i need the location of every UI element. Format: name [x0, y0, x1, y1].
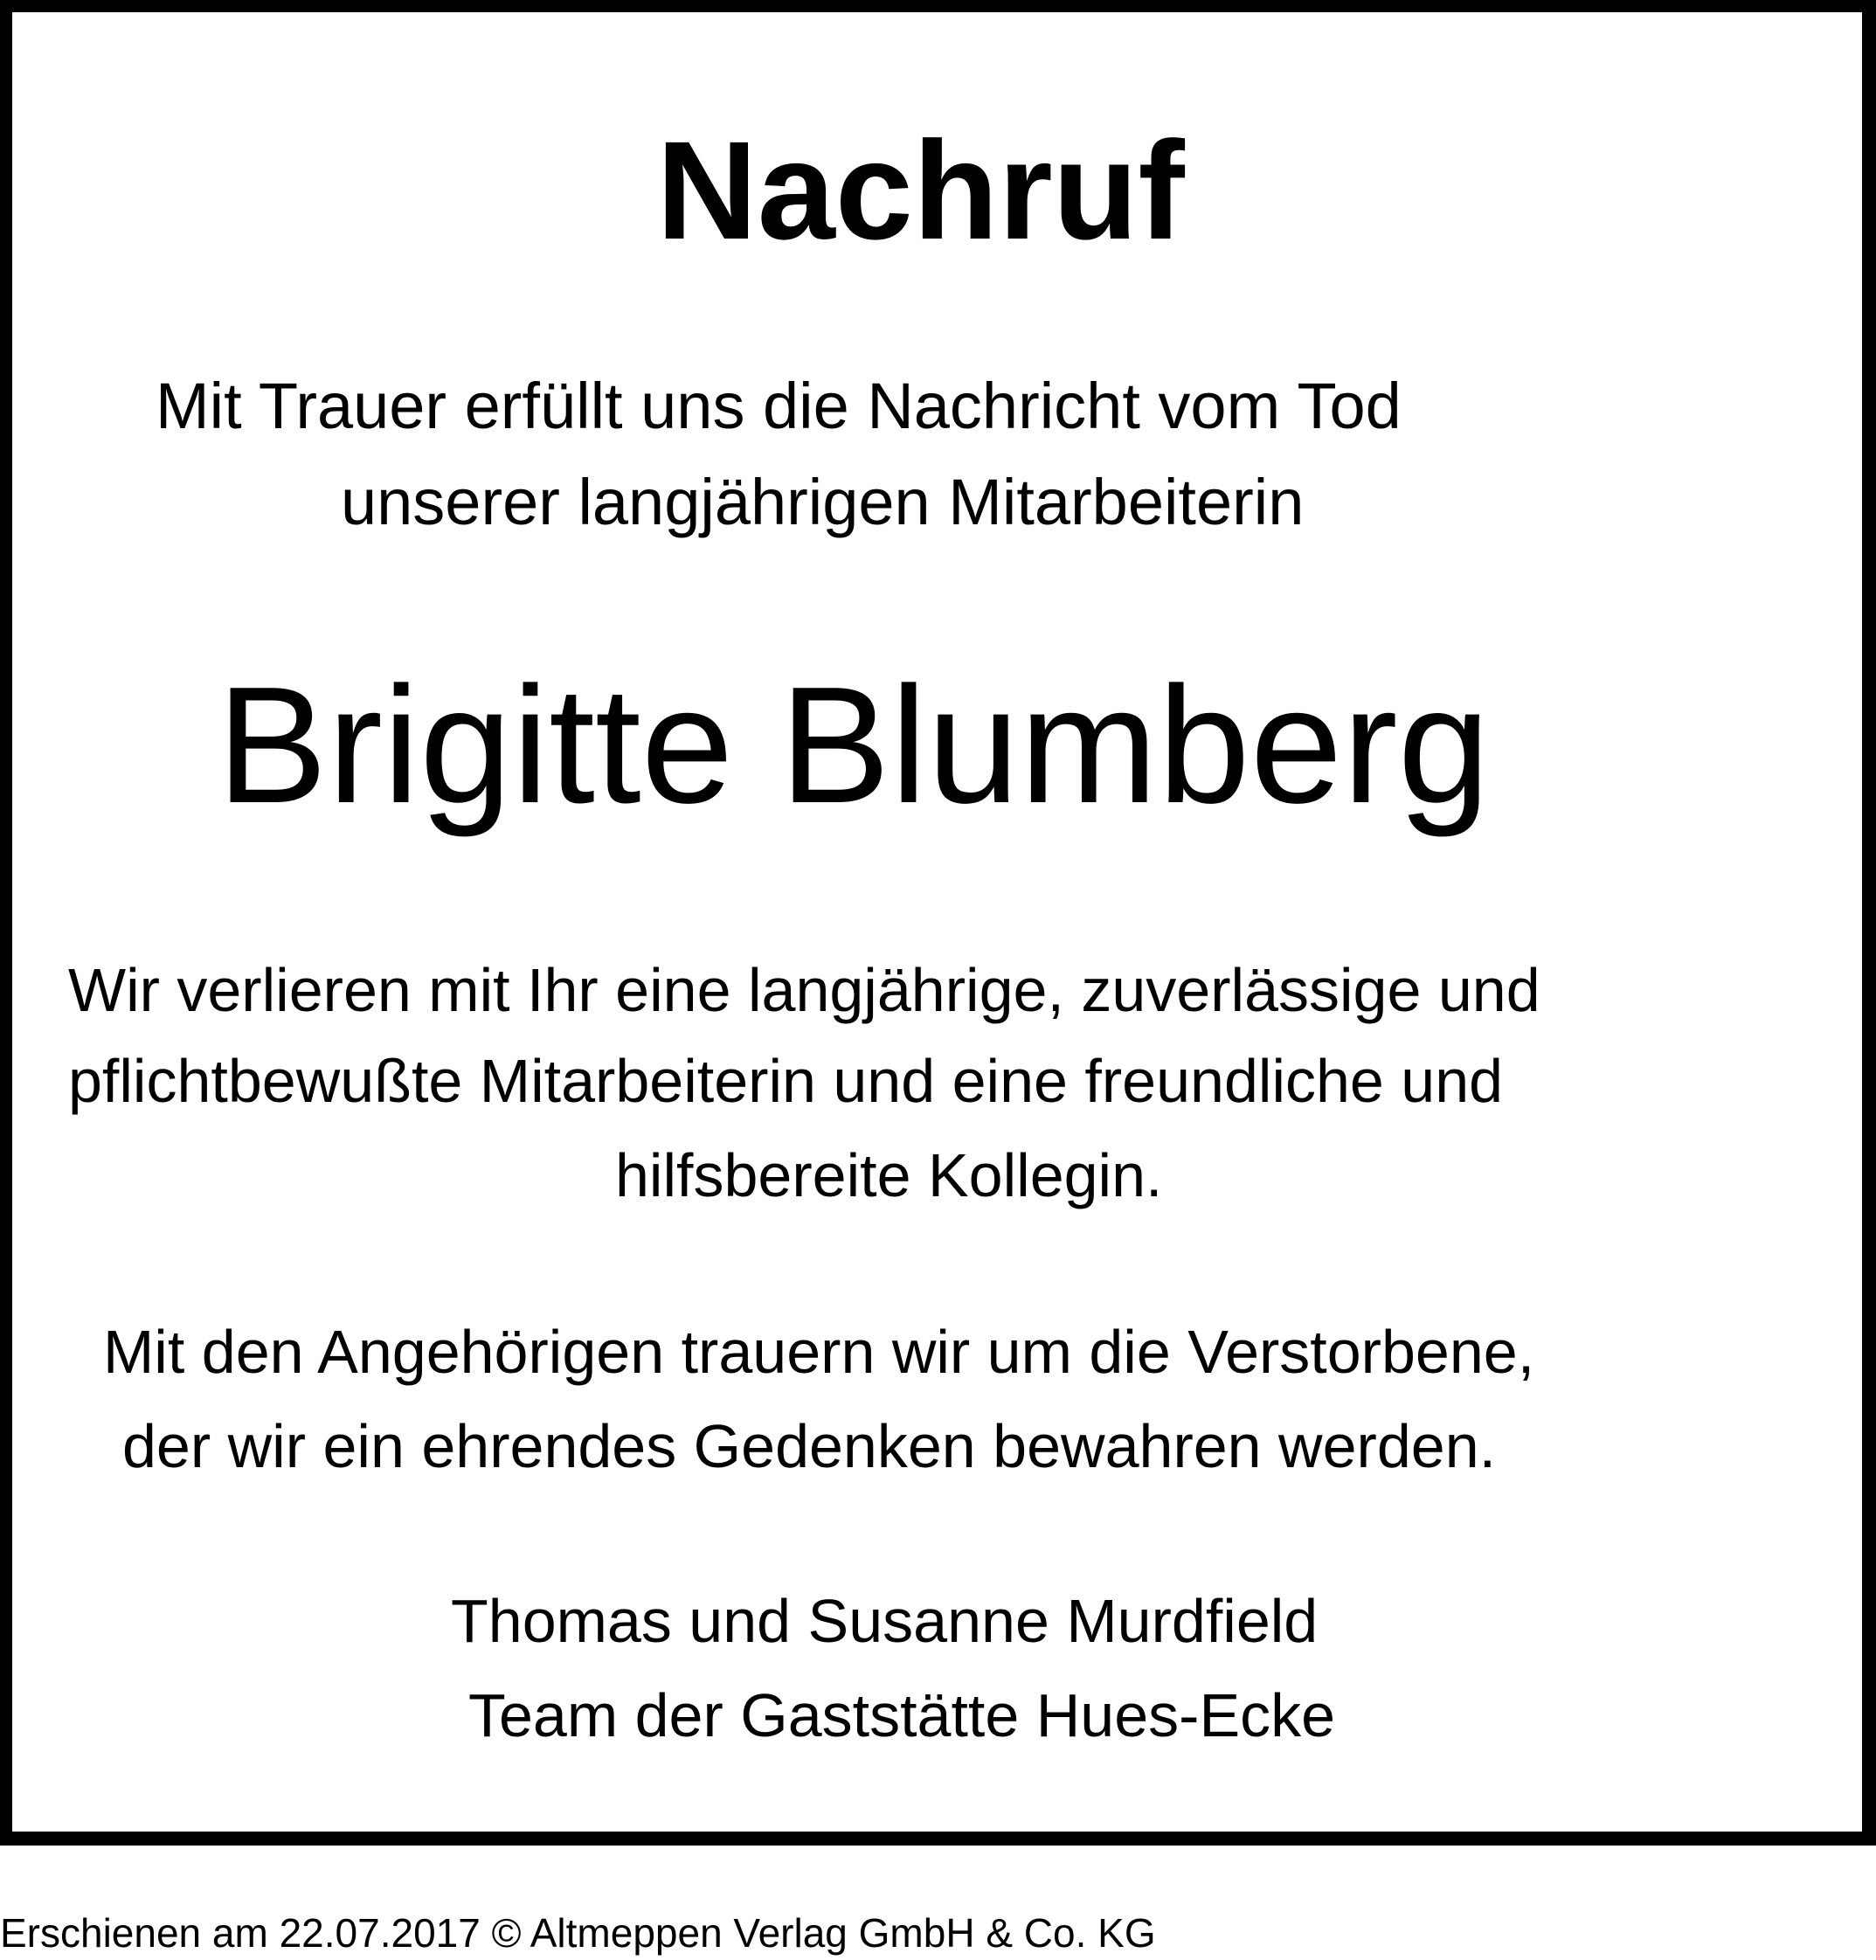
body-line-4: Mit den Angehörigen trauern wir um die Verstorbene,	[103, 1318, 1535, 1386]
intro-line-1: Mit Trauer erfüllt uns die Nachricht vom Tod	[156, 370, 1402, 442]
publication-footer: Erschienen am 22.07.2017 © Altmeppen Verlag GmbH & Co. KG	[0, 1910, 1156, 1956]
notice-title: Nachruf	[656, 112, 1185, 268]
deceased-name: Brigitte Blumberg	[217, 653, 1491, 838]
signature-line-1: Thomas und Susanne Murdfield	[451, 1587, 1319, 1655]
body-line-5: der wir ein ehrendes Gedenken bewahren werden.	[122, 1412, 1497, 1480]
intro-line-2: unserer langjährigen Mitarbeiterin	[341, 466, 1305, 538]
body-line-2: pflichtbewußte Mitarbeiterin und eine freundliche und	[68, 1047, 1504, 1115]
body-line-3: hilfsbereite Kollegin.	[615, 1141, 1163, 1209]
signature-line-2: Team der Gaststätte Hues-Ecke	[468, 1681, 1336, 1749]
body-line-1: Wir verlieren mit Ihr eine langjährige, zuverlässige und	[68, 956, 1540, 1024]
